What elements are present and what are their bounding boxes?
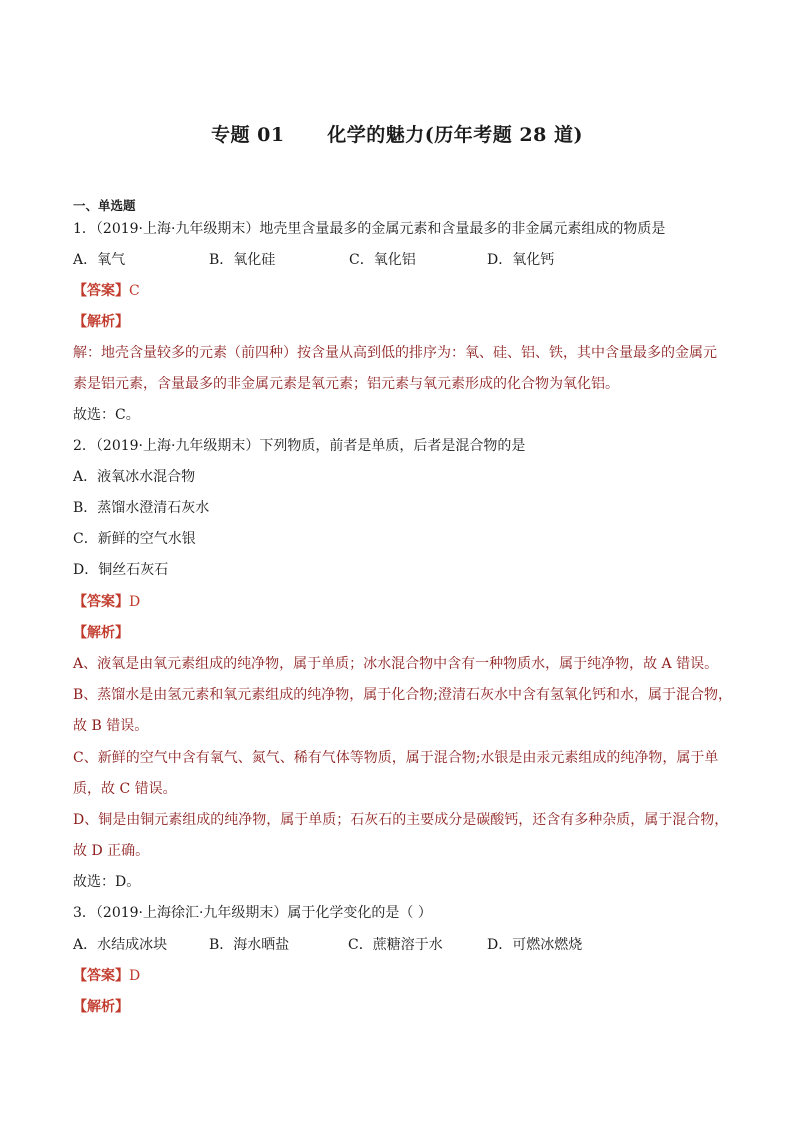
q3-option-a: A．水结成冰块 bbox=[73, 937, 168, 953]
q3-analysis-tag: 【解析】 bbox=[73, 999, 129, 1015]
answer-tag: 【答案】 bbox=[73, 968, 129, 984]
q1-analysis-line: 解：地壳含量较多的元素（前四种）按含量从高到低的排序为：氧、硅、铝、铁，其中含量最多的金属元 bbox=[73, 345, 717, 361]
q2-analysis-line: 故 D 正确。 bbox=[73, 843, 150, 859]
q1-options bbox=[73, 250, 723, 270]
q1-option-b: B．氧化硅 bbox=[209, 252, 276, 268]
q2-stem: 2．（2019·上海·九年级期末）下列物质，前者是单质，后者是混合物的是 bbox=[73, 438, 526, 454]
q2-answer-value: D bbox=[129, 594, 141, 610]
q2-analysis-line: A、液氧是由氧元素组成的纯净物，属于单质；冰水混合物中含有一种物质水，属于纯净物，故 A 错误。 bbox=[73, 656, 719, 672]
q1-option-a: A．氧气 bbox=[73, 252, 126, 268]
q2-analysis-line: B、蒸馏水是由氢元素和氧元素组成的纯净物，属于化合物;澄清石灰水中含有氢氧化钙和水，属于混合物， bbox=[73, 687, 733, 703]
q2-analysis-line: C、新鲜的空气中含有氧气、氮气、稀有气体等物质，属于混合物;水银是由汞元素组成的纯净物，属于单 bbox=[73, 750, 719, 766]
q1-stem: 1．（2019·上海·九年级期末）地壳里含量最多的金属元素和含量最多的非金属元素组成的物质是 bbox=[73, 221, 666, 237]
section-heading: 一、单选题 bbox=[73, 198, 136, 213]
q2-analysis-line: 故 B 错误。 bbox=[73, 718, 149, 734]
answer-tag: 【答案】 bbox=[73, 283, 129, 299]
q3-answer bbox=[73, 966, 723, 986]
q2-option-b: B．蒸馏水澄清石灰水 bbox=[73, 500, 210, 516]
q3-options bbox=[73, 935, 723, 955]
q1-answer-value: C bbox=[129, 283, 140, 299]
q3-option-c: C．蔗糖溶于水 bbox=[348, 937, 443, 953]
q2-analysis-tag: 【解析】 bbox=[73, 625, 129, 641]
q2-option-c: C．新鲜的空气水银 bbox=[73, 531, 196, 547]
q1-answer bbox=[73, 281, 723, 301]
q2-analysis-line: D、铜是由铜元素组成的纯净物，属于单质；石灰石的主要成分是碳酸钙，还含有多种杂质，属于混合物， bbox=[73, 812, 729, 828]
q3-answer-value: D bbox=[129, 968, 141, 984]
answer-tag: 【答案】 bbox=[73, 594, 129, 610]
q1-analysis-tag: 【解析】 bbox=[73, 314, 129, 330]
q2-analysis-line: 质，故 C 错误。 bbox=[73, 781, 177, 797]
q1-choose: 故选：C。 bbox=[73, 407, 140, 423]
q1-analysis-line: 素是铝元素，含量最多的非金属元素是氧元素；铝元素与氧元素形成的化合物为氧化铝。 bbox=[73, 376, 619, 392]
q2-choose: 故选：D。 bbox=[73, 874, 141, 890]
q3-option-b: B．海水晒盐 bbox=[209, 937, 290, 953]
q3-option-d: D．可燃冰燃烧 bbox=[487, 937, 583, 953]
q1-option-d: D．氧化钙 bbox=[487, 252, 555, 268]
q2-answer bbox=[73, 592, 723, 612]
q2-option-d: D．铜丝石灰石 bbox=[73, 562, 169, 578]
document-title: 专题 01 化学的魅力(历年考题 28 道) bbox=[211, 124, 583, 146]
q3-stem: 3．（2019·上海徐汇·九年级期末）属于化学变化的是（ ） bbox=[73, 905, 432, 921]
q1-option-c: C．氧化铝 bbox=[349, 252, 416, 268]
q2-option-a: A．液氧冰水混合物 bbox=[73, 469, 196, 485]
